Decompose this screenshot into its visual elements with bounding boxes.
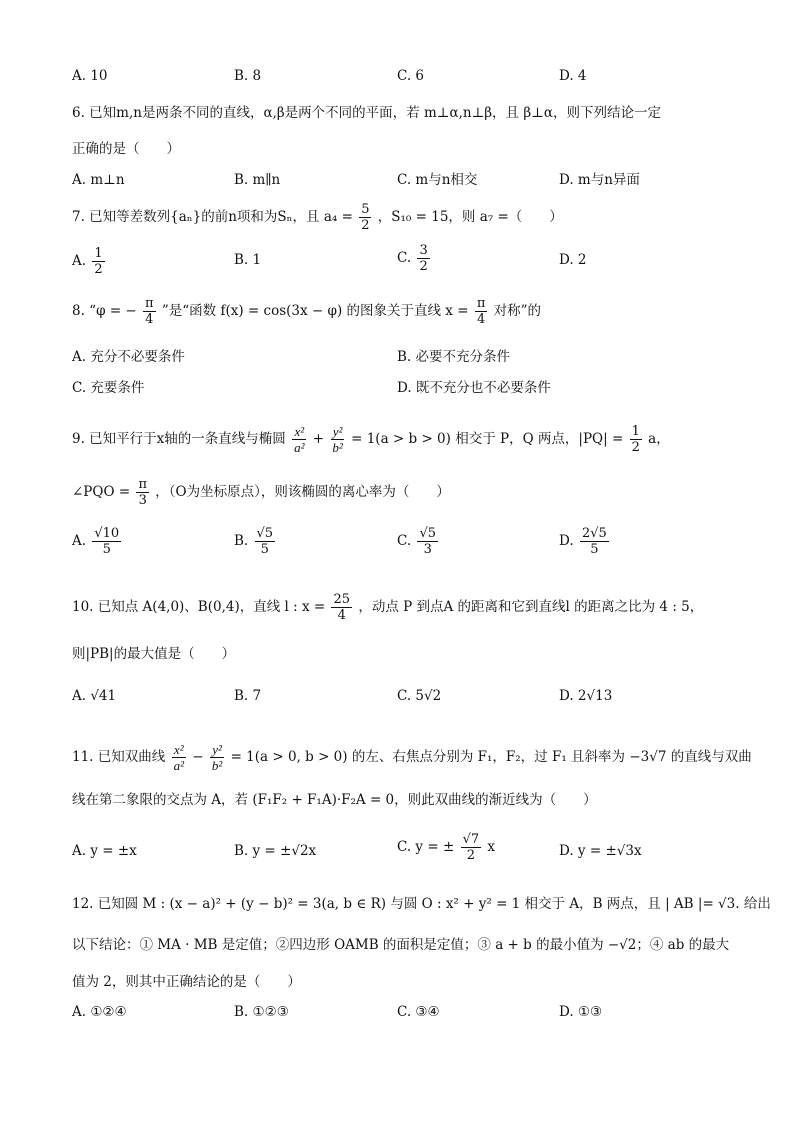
q10-stem-line2: 则|PB|的最大值是（ ）: [72, 646, 236, 662]
q10-option-a: A. √41: [72, 688, 117, 704]
q10-f-num: 25: [333, 592, 351, 607]
q10-option-d: D. 2√13: [559, 688, 613, 704]
q10-option-c: C. 5√2: [397, 688, 442, 704]
q6-option-b: B. m∥n: [234, 172, 281, 188]
q11-e2-den: b²: [211, 758, 223, 773]
q11-option-b: B. y = ±√2x: [234, 843, 317, 859]
q11-fraction-x: [172, 742, 186, 773]
q8-option-c: C. 充要条件: [72, 380, 145, 396]
q9-stem-line1: [72, 424, 670, 455]
q7-option-a: [72, 246, 107, 277]
q9-option-b: [234, 526, 277, 557]
q9-option-a-num: √10: [94, 526, 120, 541]
q12-option-c: C. ③④: [397, 1004, 440, 1020]
q9-option-a: [72, 526, 123, 557]
q12-option-a: A. ①②④: [72, 1004, 127, 1020]
q9-option-d-fraction: [580, 526, 609, 557]
q7-option-c-num: 3: [419, 243, 428, 258]
q10-stem-suffix: ，动点 P 到点A 的距离和它到直线l 的距离之比为 4 : 5，: [358, 599, 704, 615]
q9-f-num: 1: [631, 424, 640, 439]
q12-stem-line2: 以下结论：① MA · MB 是定值；②四边形 OAMB 的面积是定值；③ a + b 的最小值为 −√2；④ ab 的最大: [72, 937, 730, 953]
q9-option-c-label: C.: [397, 533, 412, 549]
q9-fraction-half: [630, 424, 642, 455]
q11-option-c-den: 2: [466, 848, 475, 863]
q7-option-b: B. 1: [234, 252, 262, 268]
q9-e2-den: b²: [332, 440, 343, 455]
q9-option-b-num: √5: [256, 526, 274, 541]
q6-stem-line2: 正确的是（ ）: [72, 141, 180, 157]
q9-stem-suffix: a，: [648, 431, 670, 447]
q12-option-d: D. ①③: [559, 1004, 603, 1020]
q9-option-c-den: 3: [423, 542, 432, 557]
q10-option-b: B. 7: [234, 688, 262, 704]
q7-option-c-den: 2: [419, 259, 428, 274]
q11-stem-line2: 线在第二象限的交点为 A，若 (F₁F₂ + F₁A)·F₂A = 0，则此双曲线的渐近线为（ ）: [72, 792, 597, 808]
q11-stem-line1: [72, 742, 752, 773]
q7-fraction: [359, 202, 371, 233]
q9-option-a-den: 5: [102, 542, 111, 557]
q11-stem-suffix: = 1(a > 0, b > 0) 的左、右焦点分别为 F₁，F₂，过 F₁ 且斜率为 −3√7 的直线与双曲: [230, 749, 752, 765]
q7-frac-num: 5: [361, 202, 370, 217]
q5-option-c: C. 6: [397, 68, 425, 84]
q10-fraction: [331, 592, 352, 623]
q10-stem-prefix: 10. 已知点 A(4,0)、B(0,4)，直线 l : x =: [72, 599, 326, 615]
q7-option-d: D. 2: [559, 252, 587, 268]
q11-stem-prefix: 11. 已知双曲线: [72, 749, 166, 765]
q9-e1-den: a²: [294, 440, 305, 455]
q8-f1-den: 4: [145, 312, 154, 327]
q8-stem-middle: ”是“函数 f(x) = cos(3x − φ) 的图象关于直线 x =: [161, 303, 469, 319]
q9-option-b-den: 5: [260, 542, 269, 557]
q9-stem-line2: [72, 477, 450, 508]
q8-f2-den: 4: [476, 312, 486, 327]
q11-option-c-suffix: x: [487, 839, 496, 855]
q7-stem-suffix: ，S₁₀ = 15，则 a₇ =（ ）: [377, 209, 563, 225]
q7-option-c-fraction: [417, 243, 429, 274]
q9-option-d-label: D.: [559, 533, 574, 549]
q10-f-den: 4: [337, 608, 346, 623]
q9-option-b-label: B.: [234, 533, 249, 549]
q9-option-d-num: 2√5: [581, 526, 607, 541]
q11-fraction-y: [210, 742, 224, 773]
q10-stem-line1: [72, 592, 703, 623]
q9-e2-num: y²: [332, 424, 343, 439]
q9-option-a-fraction: [92, 526, 121, 557]
q9-e1-num: x²: [294, 424, 305, 439]
q8-stem: [72, 296, 541, 327]
q12-stem-line1: 12. 已知圆 M : (x − a)² + (y − b)² = 3(a, b ∈ R) 与圆 O : x² + y² = 1 相交于 A，B 两点，且 | AB |= √3. 给出: [72, 896, 771, 912]
q7-stem: [72, 202, 563, 233]
q6-option-d: D. m与n异面: [559, 172, 640, 188]
q8-f1-num: π: [145, 296, 154, 311]
q9-option-d-den: 5: [590, 542, 599, 557]
q6-option-c: C. m与n相交: [397, 172, 478, 188]
q7-option-a-label: A.: [72, 253, 87, 269]
q7-option-c: [397, 243, 432, 274]
q9-stem-middle: = 1(a > b > 0) 相交于 P，Q 两点，|PQ| =: [351, 431, 624, 447]
q11-option-c-prefix: C. y = ±: [397, 839, 455, 855]
q7-option-c-label: C.: [397, 250, 412, 266]
q11-option-d: D. y = ±√3x: [559, 843, 642, 859]
q11-e1-num: x²: [173, 742, 184, 757]
q8-f2-num: π: [476, 296, 486, 311]
q11-minus: −: [192, 749, 204, 765]
q8-fraction-2: [475, 296, 488, 327]
q9-fraction-y: [330, 424, 344, 455]
q9-option-c-num: √5: [419, 526, 436, 541]
q8-fraction-1: [143, 296, 156, 327]
q6-stem-line1: 6. 已知m,n是两条不同的直线，α,β是两个不同的平面，若 m⊥α,n⊥β，且 β⊥α，则下列结论一定: [72, 105, 661, 121]
q9-option-c-fraction: [417, 526, 438, 557]
q8-option-a: A. 充分不必要条件: [72, 349, 185, 365]
q7-option-a-fraction: [92, 246, 104, 277]
q6-option-a: A. m⊥n: [72, 172, 125, 188]
q5-option-a: A. 10: [72, 68, 108, 84]
q9-option-c: [397, 526, 440, 557]
q9-f-den: 2: [631, 440, 640, 455]
q11-option-c: [397, 832, 495, 863]
q7-stem-prefix: 7. 已知等差数列{aₙ}的前n项和为Sₙ，且 a₄ =: [72, 209, 353, 225]
q9-line2-prefix: ∠PQO =: [72, 484, 131, 500]
q5-option-b: B. 8: [234, 68, 262, 84]
q11-option-c-fraction: [461, 832, 482, 863]
q8-stem-suffix: 对称”的: [493, 303, 542, 319]
q9-fraction-angle: [136, 477, 149, 508]
q9-l2-num: π: [138, 477, 147, 492]
q12-option-b: B. ①②③: [234, 1004, 289, 1020]
q9-l2-den: 3: [138, 493, 147, 508]
q9-option-d: [559, 526, 611, 557]
q11-e2-num: y²: [212, 742, 222, 757]
q11-e1-den: a²: [173, 758, 184, 773]
q9-line2-suffix: ，（O为坐标原点），则该椭圆的离心率为（ ）: [155, 484, 450, 500]
q9-option-b-fraction: [255, 526, 276, 557]
q7-option-a-num: 1: [94, 246, 103, 261]
q11-option-a: A. y = ±x: [72, 843, 137, 859]
q9-plus: +: [312, 431, 325, 447]
q12-stem-line3: 值为 2，则其中正确结论的是（ ）: [72, 974, 301, 990]
q7-option-a-den: 2: [94, 262, 103, 277]
q8-option-d: D. 既不充分也不必要条件: [397, 380, 551, 396]
q8-option-b: B. 必要不充分条件: [397, 349, 511, 365]
q7-frac-den: 2: [361, 218, 370, 233]
q5-option-d: D. 4: [559, 68, 587, 84]
q11-option-c-num: √7: [462, 832, 480, 847]
q9-fraction-x: [292, 424, 306, 455]
q8-stem-prefix: 8. “φ = −: [72, 303, 137, 319]
q9-stem-prefix: 9. 已知平行于x轴的一条直线与椭圆: [72, 431, 286, 447]
q9-option-a-label: A.: [72, 533, 87, 549]
